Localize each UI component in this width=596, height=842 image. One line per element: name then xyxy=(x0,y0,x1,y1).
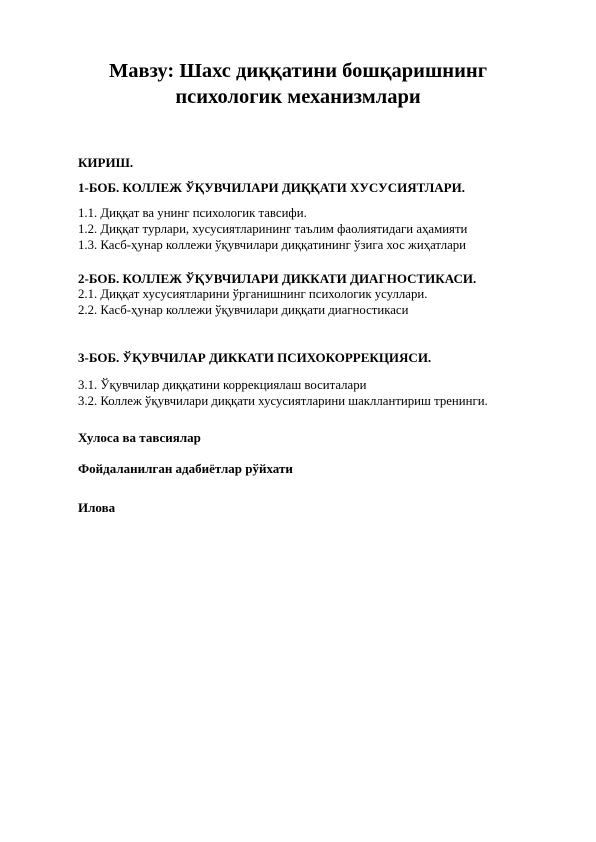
toc-references: Фойдаланилган адабиётлар рўйхати xyxy=(78,461,293,476)
title-line-1: Мавзу: Шахс диққатини бошқаришнинг xyxy=(108,60,488,82)
toc-item-2-2: 2.2. Касб-ҳунар коллежи ўқувчилари диққати диагностикаси xyxy=(78,303,409,317)
toc-item-3-1: 3.1. Ўқувчилар диққатини коррекциялаш воситалари xyxy=(78,378,367,392)
toc-item-1-1: 1.1. Диққат ва унинг психологик тавсифи. xyxy=(78,206,307,220)
toc-chapter-3-heading: 3-БОБ. ЎҚУВЧИЛАР ДИККАТИ ПСИХОКОРРЕКЦИЯСИ. xyxy=(78,350,432,365)
toc-appendix: Илова xyxy=(78,500,116,515)
title-line-2: психологик механизмлари xyxy=(175,86,421,108)
toc-intro: КИРИШ. xyxy=(78,155,134,170)
toc-conclusion: Хулоса ва тавсиялар xyxy=(78,430,201,445)
toc-item-2-1: 2.1. Диққат хусусиятларини ўрганишнинг психологик усуллари. xyxy=(78,287,428,301)
toc-item-3-2: 3.2. Коллеж ўқувчилари диққати хусусиятларини шакллантириш тренинги. xyxy=(78,394,488,408)
toc-chapter-1-heading: 1-БОБ. КОЛЛЕЖ ЎҚУВЧИЛАРИ ДИҚҚАТИ ХУСУСИЯТЛАРИ. xyxy=(78,180,465,195)
toc-chapter-2-heading: 2-БОБ. КОЛЛЕЖ ЎҚУВЧИЛАРИ ДИККАТИ ДИАГНОСТИКАСИ. xyxy=(78,271,477,286)
document-title xyxy=(60,58,536,110)
toc-item-1-2: 1.2. Диққат турлари, хусусиятларининг таълим фаолиятидаги аҳамияти xyxy=(78,222,468,236)
toc-item-1-3: 1.3. Касб-ҳунар коллежи ўқувчилари диққатининг ўзига хос жиҳатлари xyxy=(78,238,467,252)
